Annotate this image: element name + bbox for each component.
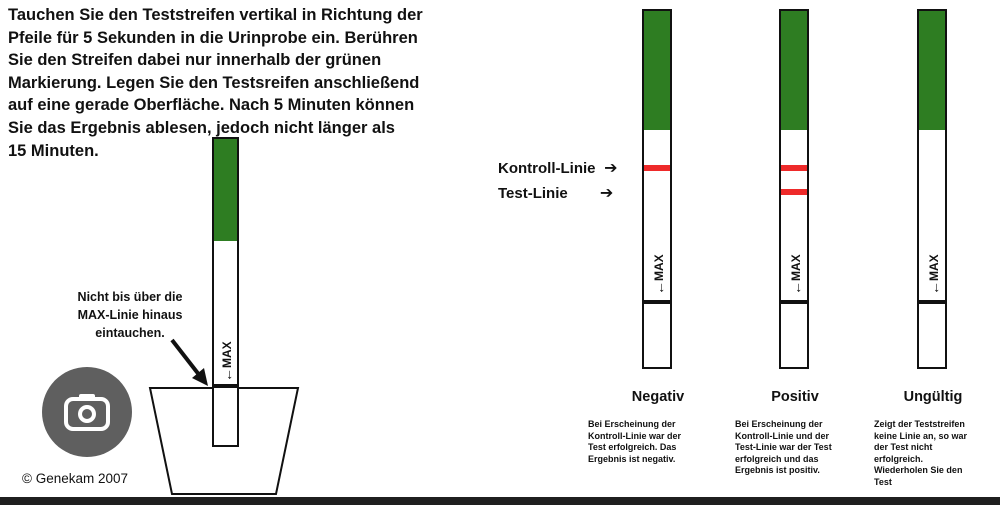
instructions-text [8, 4, 508, 162]
bottom-bar [0, 497, 1000, 505]
strip-handle [214, 139, 237, 241]
control-line [781, 165, 807, 171]
arrow-down-icon: ← [651, 281, 667, 295]
dip-note [50, 288, 210, 342]
pointer-arrow-icon [168, 336, 212, 388]
test-line-label: Test-Linie ➔ [498, 185, 614, 202]
arrow-down-icon: ← [926, 281, 942, 295]
arrow-right-icon: ➔ [599, 185, 614, 202]
camera-lens-icon [63, 392, 111, 432]
result-title-negative: Negativ [631, 389, 685, 405]
result-desc-invalid: Zeigt der Teststreifen keine Linie an, so war der Test nicht erfolgreich. Wiederholen Sie den Test [874, 419, 968, 487]
instruction-line: Pfeile für 5 Sekunden in die Urinprobe ein. Berühren [8, 28, 418, 47]
arrow-right-icon: ➔ [599, 160, 618, 177]
strip-handle [919, 11, 945, 130]
strip-handle [781, 11, 807, 130]
max-line [644, 300, 670, 304]
dip-note-line: Nicht bis über die [77, 290, 183, 304]
strip-negative [642, 9, 672, 369]
lens-search-button[interactable] [42, 367, 132, 457]
control-line-label: Kontroll-Linie ➔ [498, 160, 618, 177]
arrow-down-icon: ← [788, 281, 804, 295]
result-desc-positive: Bei Erscheinung der Kontroll-Linie und der Test-Linie war der Test erfolgreich und das Ergebnis ist positiv. [735, 419, 832, 475]
max-label: MAX [927, 254, 941, 281]
max-line [214, 384, 237, 388]
dip-note-line: eintauchen. [95, 326, 165, 340]
arrow-down-icon: ← [219, 368, 235, 382]
max-marker [787, 241, 805, 295]
max-label: MAX [789, 254, 803, 281]
max-marker [925, 241, 943, 295]
strip-invalid [917, 9, 947, 369]
instruction-line: auf eine gerade Oberfläche. Nach 5 Minuten können [8, 96, 415, 115]
strip-positive [779, 9, 809, 369]
test-line [781, 189, 807, 195]
result-title-invalid: Ungültig [903, 389, 963, 405]
max-label: MAX [652, 254, 666, 281]
instruction-line: Sie das Ergebnis ablesen, jedoch nicht länger als [8, 118, 395, 137]
max-label: MAX [220, 341, 234, 368]
control-line [644, 165, 670, 171]
instruction-line: Tauchen Sie den Teststreifen vertikal in Richtung der [8, 6, 423, 24]
result-desc-negative: Bei Erscheinung der Kontroll-Linie war der Test erfolgreich. Das Ergebnis ist negativ. [588, 419, 682, 464]
max-line [781, 300, 807, 304]
dip-test-strip [212, 137, 239, 447]
strip-handle [644, 11, 670, 130]
max-marker [219, 332, 235, 382]
dip-note-line: MAX-Linie hinaus [77, 308, 183, 322]
max-line [919, 300, 945, 304]
instruction-line: 15 Minuten. [8, 141, 99, 160]
max-marker [650, 241, 668, 295]
result-title-positive: Positiv [771, 389, 819, 405]
copyright: © Genekam 2007 [22, 471, 129, 486]
instruction-line: Markierung. Legen Sie den Testsreifen anschließend [8, 73, 420, 92]
instruction-line: Sie den Streifen dabei nur innerhalb der grünen [8, 51, 382, 70]
